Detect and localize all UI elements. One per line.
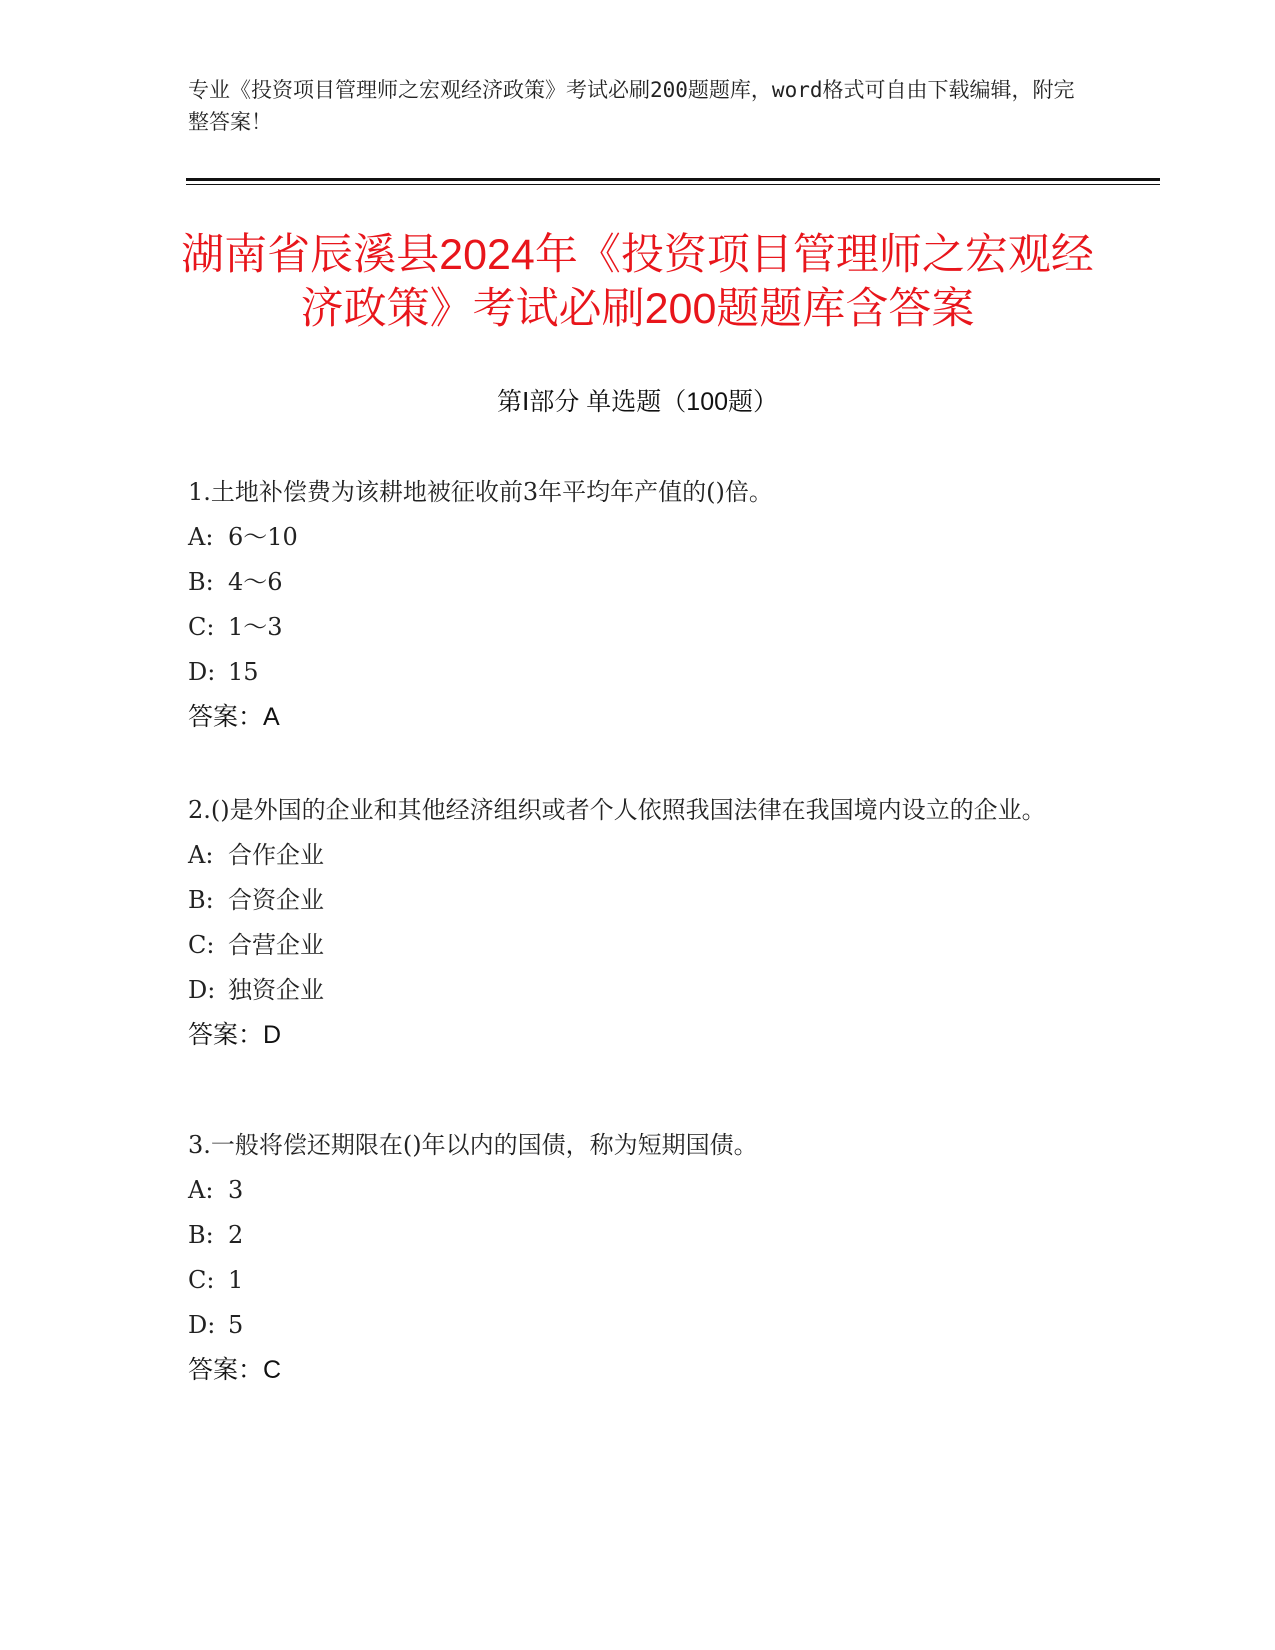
answer: 答案：C xyxy=(188,1356,282,1384)
option-text: 5 xyxy=(228,1311,244,1339)
option-a xyxy=(188,515,1088,560)
option-text: 合营企业 xyxy=(228,931,324,959)
question-text: 2.()是外国的企业和其他经济组织或者个人依照我国法律在我国境内设立的企业。 xyxy=(188,796,1046,824)
option-text: 4～6 xyxy=(228,568,283,596)
option-text: 2 xyxy=(228,1221,244,1249)
option-text: 合作企业 xyxy=(228,841,324,869)
option-letter: A: xyxy=(188,841,214,869)
option-letter: A: xyxy=(188,523,214,551)
option-d xyxy=(188,650,1088,695)
option-a xyxy=(188,1168,1088,1213)
option-letter: D: xyxy=(188,658,216,686)
option-b xyxy=(188,560,1088,605)
option-text: 1～3 xyxy=(228,613,283,641)
option-text: 15 xyxy=(228,658,259,686)
question-3 xyxy=(188,1123,1088,1393)
option-letter: A: xyxy=(188,1176,214,1204)
question-1 xyxy=(188,470,1088,740)
header-rule-thick xyxy=(186,178,1160,181)
option-letter: B: xyxy=(188,886,214,914)
option-text: 1 xyxy=(228,1266,244,1294)
option-letter: D: xyxy=(188,976,216,1004)
answer: 答案：D xyxy=(188,1021,282,1049)
option-letter: C: xyxy=(188,1266,215,1294)
option-text: 6～10 xyxy=(228,523,298,551)
header-note: 专业《投资项目管理师之宏观经济政策》考试必刷200题题库，word格式可自由下载编辑，附完整答案！ xyxy=(188,78,1075,134)
option-c xyxy=(188,605,1088,650)
option-letter: C: xyxy=(188,931,215,959)
option-letter: D: xyxy=(188,1311,216,1339)
document-title: 湖南省辰溪县2024年《投资项目管理师之宏观经济政策》考试必刷200题题库含答案 xyxy=(181,231,1094,333)
header-rule-thin xyxy=(186,184,1160,185)
option-d xyxy=(188,1303,1088,1348)
option-c xyxy=(188,923,1088,968)
option-letter: B: xyxy=(188,568,214,596)
option-letter: B: xyxy=(188,1221,214,1249)
option-c xyxy=(188,1258,1088,1303)
option-text: 独资企业 xyxy=(228,976,324,1004)
option-text: 合资企业 xyxy=(228,886,324,914)
option-a xyxy=(188,833,1088,878)
option-text: 3 xyxy=(228,1176,244,1204)
question-text: 1.土地补偿费为该耕地被征收前3年平均年产值的()倍。 xyxy=(188,478,773,506)
option-b xyxy=(188,878,1088,923)
question-text: 3.一般将偿还期限在()年以内的国债，称为短期国债。 xyxy=(188,1131,758,1159)
option-d xyxy=(188,968,1088,1013)
option-b xyxy=(188,1213,1088,1258)
answer: 答案：A xyxy=(188,703,280,731)
question-2 xyxy=(188,788,1088,1058)
option-letter: C: xyxy=(188,613,215,641)
section-heading: 第Ⅰ部分 单选题（100题） xyxy=(496,388,779,416)
